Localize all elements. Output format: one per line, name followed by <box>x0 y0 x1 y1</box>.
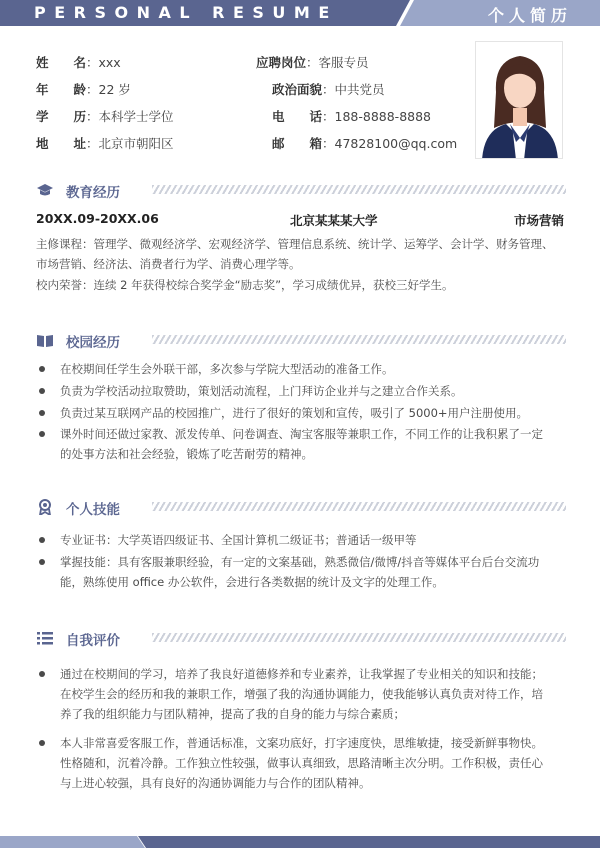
self-eval-item: 本人非常喜爱客服工作，普通话标准，文案功底好，打字速度快，思维敏捷，接受新鲜事物快。 性格随和，沉着冷静。工作独立性较强，做事认真细致，思路清晰主次分明。工作积极，责任心 与上进心较强，具有良好的沟通协调能力与合作的团队精神。 <box>36 733 566 793</box>
footer-band <box>0 836 600 848</box>
section-skills <box>36 498 566 516</box>
info-age <box>36 80 131 98</box>
section-title-self-eval: 自我评价 <box>66 633 120 649</box>
politics-value: ：中共党员 <box>322 82 385 97</box>
graduation-cap-icon <box>36 182 54 198</box>
award-icon <box>36 499 54 515</box>
position-value: ：客服专员 <box>306 55 369 70</box>
header-band <box>0 0 600 26</box>
avatar-illustration <box>476 42 563 159</box>
section-education <box>36 181 566 199</box>
age-label: 年 龄 <box>36 82 86 97</box>
section-divider <box>152 502 566 511</box>
resume-title-cn: 个人简历 <box>487 6 572 25</box>
name-value: ：xxx <box>86 55 121 70</box>
phone-value: ：188-8888-8888 <box>322 109 432 124</box>
address-value: ：北京市朝阳区 <box>86 136 174 151</box>
section-campus <box>36 331 566 349</box>
age-value: ：22 岁 <box>86 82 131 97</box>
self-eval-item: 通过在校期间的学习，培养了我良好道德修养和专业素养，让我掌握了专业相关的知识和技能； 在校学生会的经历和我的兼职工作，增强了我的沟通协调能力，使我能够认真负责对待工作，培 养了我的组织能力与团队精神，提高了我的自身的能力与综合素质； <box>36 664 566 724</box>
section-divider <box>152 633 566 642</box>
phone-label: 电 话 <box>272 109 322 124</box>
education-major: 市场营销 <box>513 213 564 228</box>
education-period: 20XX.09-20XX.06 <box>36 211 159 226</box>
info-politics <box>272 80 385 98</box>
skill-item: 专业证书：大学英语四级证书、全国计算机二级证书；普通话一级甲等 <box>36 530 566 550</box>
education-honors: 校内荣誉：连续 2 年获得校综合奖学金“励志奖”，学习成绩优异，获校三好学生。 <box>36 278 454 292</box>
campus-item: 负责过某互联网产品的校园推广，进行了很好的策划和宣传，吸引了 5000+用户注册使用。 <box>36 403 566 423</box>
politics-label: 政治面貌 <box>272 82 323 97</box>
info-name <box>36 53 121 71</box>
address-label: 地 址 <box>36 136 86 151</box>
education-header <box>36 211 564 227</box>
education-school: 北京某某某大学 <box>290 213 378 228</box>
education-courses: 主修课程：管理学、微观经济学、宏观经济学、管理信息系统、统计学、运筹学、会计学、财务管理、 市场营销、经济法、消费者行为学、消费心理学等。 <box>36 237 554 271</box>
info-position <box>256 53 369 71</box>
info-degree <box>36 107 174 125</box>
skill-item: 掌握技能：具有客服兼职经验，有一定的文案基础，熟悉微信/微博/抖音等媒体平台后台交流功 能，熟练使用 office 办公软件，会进行各类数据的统计及文字的处理工作。 <box>36 552 566 592</box>
resume-title-en: PERSONAL RESUME <box>34 3 338 22</box>
campus-item: 负责为学校活动拉取赞助，策划活动流程，上门拜访企业并与之建立合作关系。 <box>36 381 566 401</box>
info-address <box>36 134 174 152</box>
section-divider <box>152 335 566 344</box>
campus-item: 课外时间还做过家教、派发传单、问卷调查、淘宝客服等兼职工作，不同工作的让我积累了一定 的处事方法和社会经验，锻炼了吃苦耐劳的精神。 <box>36 424 566 464</box>
book-icon <box>36 332 54 348</box>
list-icon <box>36 630 54 646</box>
name-label: 姓 名 <box>36 55 86 70</box>
degree-value: ：本科学士学位 <box>86 109 174 124</box>
info-phone <box>272 107 431 125</box>
section-divider <box>152 185 566 194</box>
position-label: 应聘岗位 <box>256 55 307 70</box>
section-title-campus: 校园经历 <box>66 335 120 351</box>
degree-label: 学 历 <box>36 109 86 124</box>
section-self-eval <box>36 629 566 647</box>
email-label: 邮 箱 <box>272 136 322 151</box>
section-title-skills: 个人技能 <box>66 502 120 518</box>
footer-band-right <box>138 836 600 848</box>
profile-photo <box>475 41 563 159</box>
email-value: ：47828100@qq.com <box>322 136 458 151</box>
info-email <box>272 134 457 152</box>
campus-item: 在校期间任学生会外联干部，多次参与学院大型活动的准备工作。 <box>36 359 566 379</box>
footer-band-left <box>0 836 145 848</box>
section-title-education: 教育经历 <box>66 185 120 201</box>
